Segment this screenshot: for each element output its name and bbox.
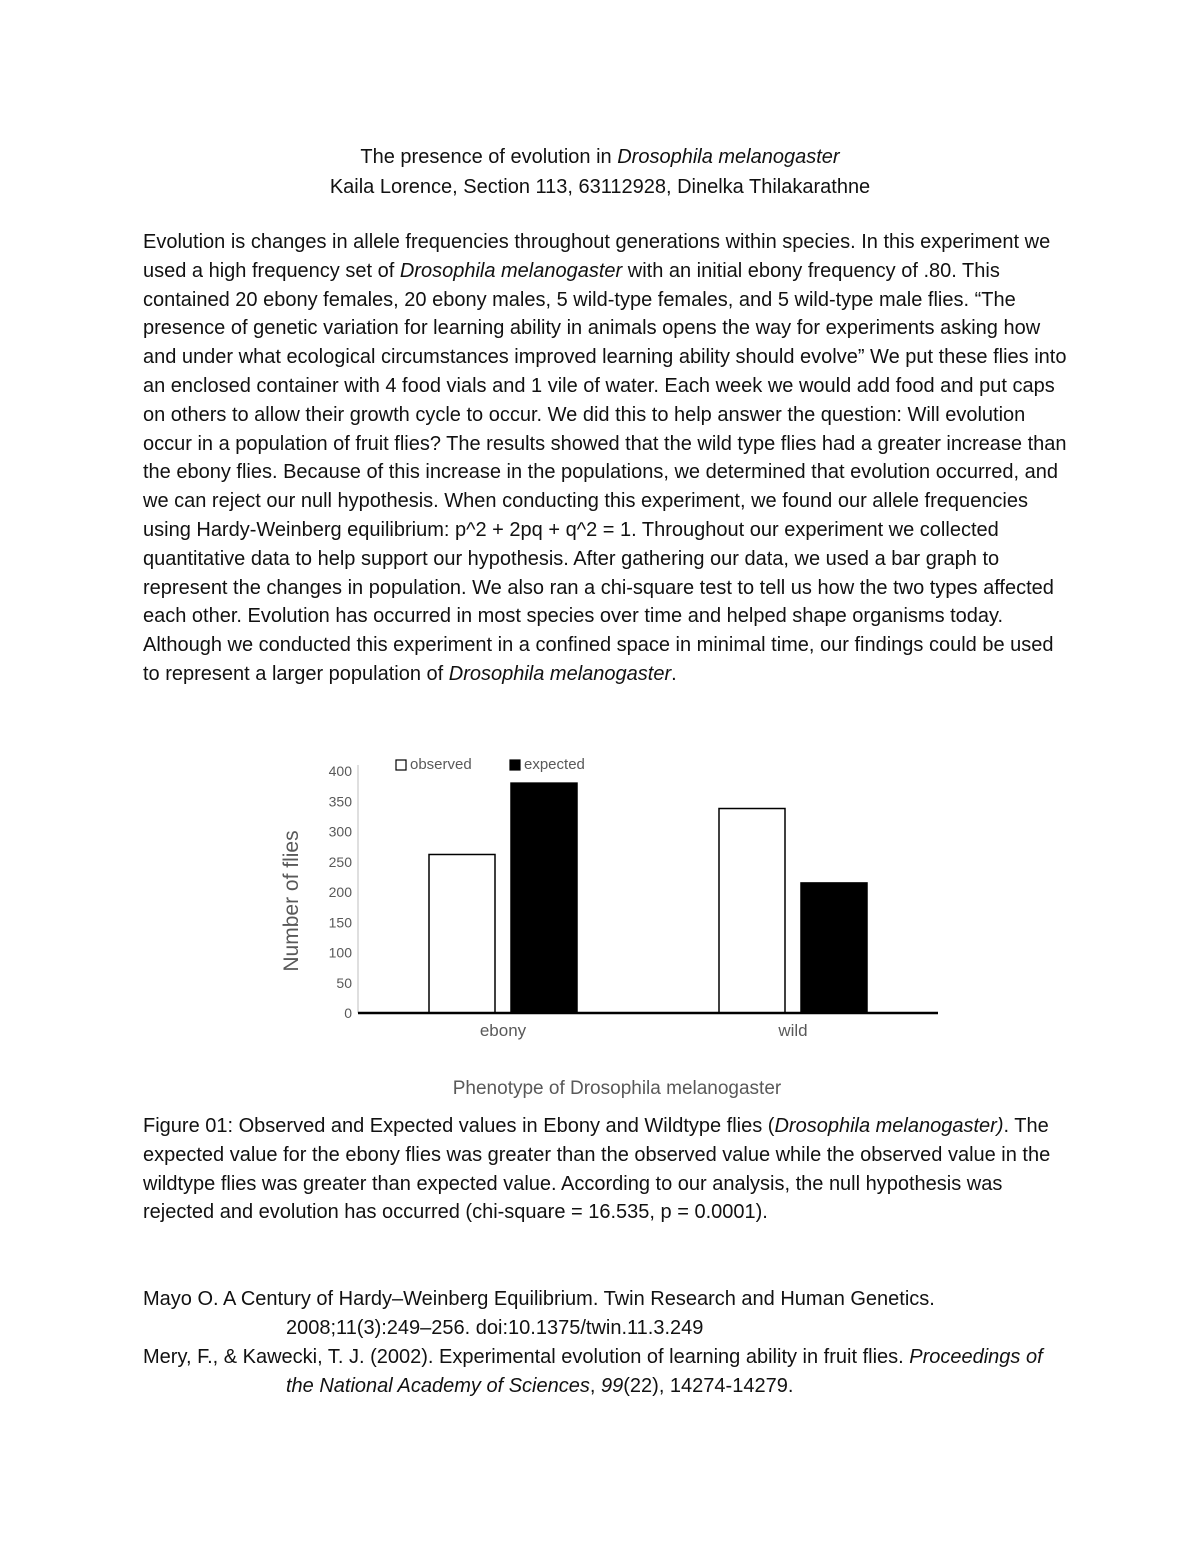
- bar-chart-svg: [255, 748, 955, 1108]
- legend-label-observed: observed: [410, 756, 472, 773]
- abstract-paragraph: [143, 228, 1068, 689]
- author-line: Kaila Lorence, Section 113, 63112928, Dinelka Thilakarathne: [329, 176, 871, 198]
- abstract-part-3: .: [671, 662, 677, 685]
- legend-swatch-expected: [510, 760, 520, 770]
- y-tick-label: 400: [328, 763, 352, 779]
- y-tick-label: 200: [328, 884, 352, 900]
- bar-expected-wild: [801, 883, 867, 1013]
- bar-observed-wild: [719, 809, 785, 1013]
- y-tick-label: 250: [328, 853, 352, 870]
- reference-2-tail: (22), 14274-14279.: [623, 1375, 794, 1397]
- caption-rest: . The expected value for the ebony flies was greater than the observed value while the observed value in the wildtype flies was greater than expected value. According to our analysis, the null hypothesis was rejected and evolution has occurred (chi-square = 16.535, p = 0.0001).: [143, 1115, 1051, 1224]
- bar-chart: [255, 748, 955, 1108]
- title-species: Drosophila melanogaster: [617, 146, 840, 168]
- y-tick-label: 150: [328, 914, 352, 931]
- x-tick-label: ebony: [479, 1021, 527, 1040]
- title-block: [0, 142, 1200, 202]
- paper-title: [0, 142, 1200, 172]
- figure-caption: [143, 1112, 1068, 1227]
- reference-1: Mayo O. A Century of Hardy–Weinberg Equilibrium. Twin Research and Human Genetics. 2008;11(3):249–256. doi:10.1375/twin.11.3.249: [143, 1288, 935, 1339]
- title-text: The presence of evolution in: [360, 146, 618, 168]
- y-tick-label: 50: [336, 974, 352, 991]
- reference-2-journal: Proceedings of the National Academy of Sciences: [286, 1346, 1043, 1397]
- x-tick-label: wild: [778, 1021, 808, 1040]
- reference-2-lead: Mery, F., & Kawecki, T. J. (2002). Experimental evolution of learning ability in fruit flies.: [143, 1346, 910, 1368]
- abstract-part-1: Evolution is changes in allele frequencies throughout generations within species. In this experiment we used a high frequency set of: [143, 231, 1051, 282]
- y-axis-label: Number of flies: [280, 830, 303, 972]
- bar-expected-ebony: [511, 783, 577, 1013]
- species-name-2: Drosophila melanogaster: [448, 662, 672, 685]
- abstract-part-2: with an initial ebony frequency of .80. This contained 20 ebony females, 20 ebony males, 5 wild-type females, and 5 wild-type male flies. “The presence of genetic variation for learning ability in animals opens the way for experiments asking how and under what ecological circumstances improved learning ability should evolve” We put these flies into an enclosed container with 4 food vials and 1 vile of water. Each week we would add food and put caps on others to allow their growth cycle to occur. We did this to help answer the question: Will evolution occur in a population of fruit flies? The results showed that the wild type flies had a greater increase than the ebony flies. Because of this increase in the populations, we determined that evolution occurred, and we can reject our null hypothesis. When conducting this experiment, we found our allele frequencies using Hardy-Weinberg equilibrium: p^2 + 2pq + q^2 = 1. Throughout our experiment we collected quantitative data to help support our hypothesis. After gathering our data, we used a bar graph to represent the changes in population. We also ran a chi-square test to tell us how the two types affected each other. Evolution has occurred in most species over time and helped shape organisms today. Although we conducted this experiment in a confined space in minimal time, our findings could be used to represent a larger population of: [143, 259, 1067, 685]
- bar-observed-ebony: [429, 854, 495, 1013]
- species-name-1: Drosophila melanogaster: [399, 259, 623, 282]
- legend-label-expected: expected: [524, 756, 585, 773]
- y-tick-label: 0: [344, 1005, 352, 1021]
- reference-2-volume: 99: [601, 1375, 624, 1397]
- legend-swatch-observed: [396, 760, 406, 770]
- y-tick-label: 300: [328, 823, 352, 840]
- caption-lead: Figure 01: Observed and Expected values in Ebony and Wildtype flies (: [143, 1115, 775, 1137]
- x-axis-label: Phenotype of Drosophila melanogaster: [452, 1078, 782, 1099]
- reference-2: [143, 1343, 1068, 1401]
- reference-2-sep: ,: [589, 1375, 601, 1397]
- y-tick-label: 350: [328, 793, 352, 810]
- y-tick-label: 100: [328, 944, 352, 961]
- references: [143, 1285, 1068, 1401]
- caption-species: Drosophila melanogaster): [774, 1115, 1004, 1137]
